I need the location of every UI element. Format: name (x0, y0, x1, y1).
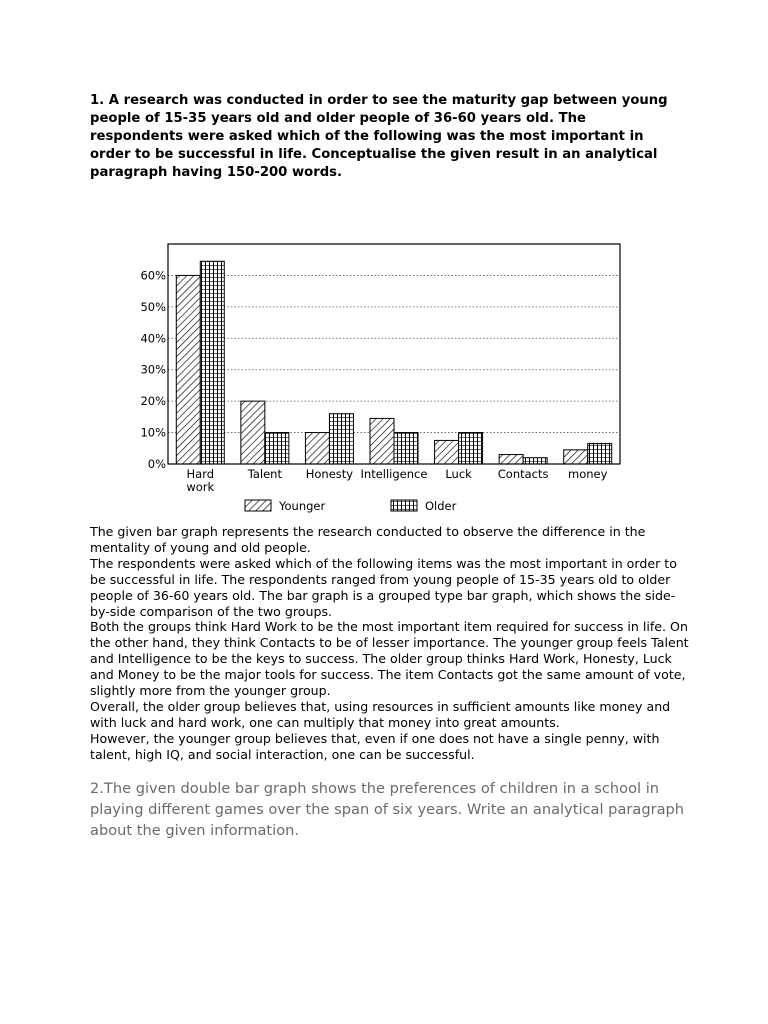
x-tick-label: Contacts (497, 467, 549, 481)
bar-younger (241, 401, 265, 464)
question-2: 2.The given double bar graph shows the preferences of children in a school in playing different games over the span of six years. Write an analytical paragraph about the given information. (90, 780, 685, 839)
answer-paragraph: The given bar graph represents the research conducted to observe the difference in the mentality of young and old people. (90, 524, 646, 555)
bar-older (394, 433, 418, 464)
y-tick-label: 30% (140, 362, 166, 377)
answer-paragraph: The respondents were asked which of the following items was the most important in order to be successful in life. The respondents ranged from young people of 15-35 years old to older people of 36-60 years old. The bar graph is a grouped type bar graph, which shows the side-by-side comparison of the two groups. (90, 555, 677, 619)
legend-label: Older (425, 499, 457, 513)
bar-older (265, 433, 289, 464)
y-tick-label: 10% (140, 425, 166, 440)
legend-swatch-younger (245, 500, 271, 511)
bar-younger (564, 450, 588, 464)
bar-younger (305, 433, 329, 464)
answer-paragraph: However, the younger group believes that, even if one does not have a single penny, with talent, high IQ, and social interaction, one can be successful. (90, 730, 660, 762)
bar-older (200, 261, 224, 464)
bar-older (459, 433, 483, 464)
x-tick-label: Talent (247, 467, 282, 481)
legend-label: Younger (279, 499, 326, 513)
answer-paragraph: Overall, the older group believes that, using resources in sufficient amounts like money and with luck and hard work, one can multiply that money into great amounts. (90, 698, 671, 730)
bar-younger (370, 418, 394, 464)
question-1: 1. A research was conducted in order to see the maturity gap between young people of 15-35 years old and older people of 36-60 years old. The respondents were asked which of the following was the most important in order to be successful in life. Conceptualise the given result in an analytical paragraph having 150-200 words. (90, 93, 668, 180)
answer-paragraph: Both the groups think Hard Work to be the most important item required for success in life. On the other hand, they think Contacts to be of lesser importance. The younger group feels Talent and Intelligence to be the keys to success. The older group thinks Hard Work, Honesty, Luck and Money to be the major tools for success. The item Contacts got the same amount of vote, slightly more from the younger group. (90, 619, 689, 699)
bar-younger (499, 455, 523, 464)
x-tick-label: Luck (445, 467, 472, 481)
y-tick-label: 20% (140, 394, 166, 409)
bar-older (588, 444, 612, 464)
x-tick-label: Honesty (305, 467, 354, 481)
y-tick-label: 0% (147, 457, 166, 471)
bar-younger (176, 275, 200, 464)
y-tick-label: 40% (140, 331, 166, 346)
x-tick-label: money (568, 467, 608, 481)
y-tick-label: 60% (140, 268, 166, 283)
x-tick-label: work (186, 480, 215, 494)
bar-younger (435, 440, 459, 464)
bar-older (523, 458, 547, 464)
bar-chart (125, 238, 635, 518)
bar-older (329, 414, 353, 464)
x-tick-label: Intelligence (360, 467, 428, 481)
answer-text (90, 524, 690, 763)
y-tick-label: 50% (140, 299, 166, 314)
x-tick-label: Hard (186, 467, 215, 481)
legend-swatch-older (391, 500, 417, 511)
